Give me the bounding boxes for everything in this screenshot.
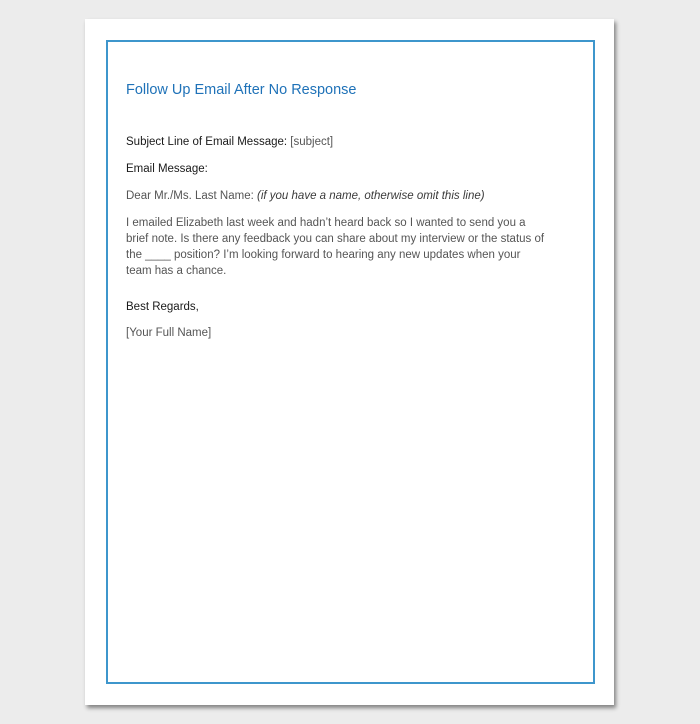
message-label: Email Message: bbox=[126, 163, 208, 175]
greeting-note: (if you have a name, otherwise omit this line) bbox=[257, 190, 485, 202]
document-title: Follow Up Email After No Response bbox=[126, 82, 357, 98]
greeting-line bbox=[126, 188, 546, 204]
signature-line: [Your Full Name] bbox=[126, 327, 212, 339]
subject-label: Subject Line of Email Message: bbox=[126, 136, 288, 148]
greeting-prefix: Dear Mr./Ms. Last Name: bbox=[126, 190, 254, 202]
closing-line: Best Regards, bbox=[126, 301, 199, 313]
document-page bbox=[85, 19, 614, 705]
document-content bbox=[126, 80, 546, 341]
subject-value: [subject] bbox=[290, 136, 334, 148]
email-body: I emailed Elizabeth last week and hadn’t heard back so I wanted to send you a brief note. Is there any feedback you can share about my interview or the status of the ____ position? I’m looking forward to hearing any new updates when your team has a chance. bbox=[126, 217, 545, 277]
subject-line bbox=[126, 134, 546, 150]
